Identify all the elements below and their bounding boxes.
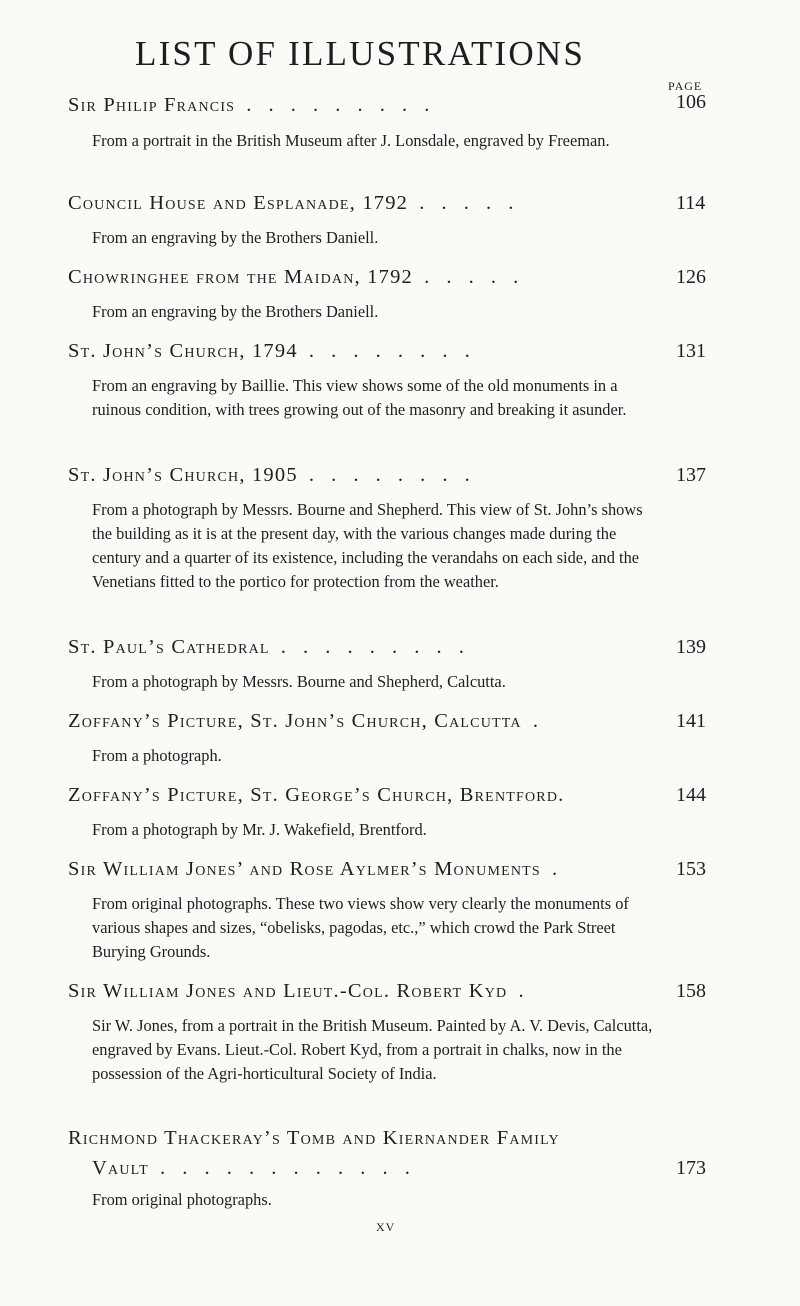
entry-heading xyxy=(68,94,668,117)
entry-description: From a photograph by Messrs. Bourne and Shepherd, Calcutta. xyxy=(92,672,506,691)
entry-heading xyxy=(68,858,668,881)
entry-description: From an engraving by the Brothers Daniell. xyxy=(92,228,379,247)
entry-title: Zoffany’s Picture, St. George’s Church, Brentford. xyxy=(68,784,565,806)
entry-heading xyxy=(68,1127,668,1150)
leader-dots: . xyxy=(507,980,530,1002)
entry-heading-continued xyxy=(92,1157,668,1180)
leader-dots: . . . . . . . . . xyxy=(235,94,436,116)
entry-page-number: 137 xyxy=(676,464,706,486)
leader-dots: . . . . . . . . . . . . xyxy=(148,1157,416,1179)
leader-dots: . xyxy=(521,710,544,732)
entry-page-number: 131 xyxy=(676,340,706,362)
entry-heading xyxy=(68,710,668,733)
leader-dots: . . . . . . . . xyxy=(297,464,476,486)
entry-heading xyxy=(68,464,668,487)
entry-page-number: 173 xyxy=(676,1157,706,1179)
entry-heading xyxy=(68,266,668,289)
entry-description: From a photograph. xyxy=(92,746,222,765)
entry-title: Sir William Jones’ and Rose Aylmer’s Monuments xyxy=(68,858,541,880)
entry-page-number: 153 xyxy=(676,858,706,880)
entry-description: Sir W. Jones, from a portrait in the British Museum. Painted by A. V. Devis, Calcutta, engraved by Evans. Lieut.-Col. Robert Kyd, from a portrait in chalks, now in the possession of the Agri-horticultural Society of India. xyxy=(92,1016,653,1083)
entry-title: Chowringhee from the Maidan, 1792 xyxy=(68,266,413,288)
entry-page-number: 126 xyxy=(676,266,706,288)
entry-title: Sir Philip Francis xyxy=(68,94,236,116)
leader-dots: . xyxy=(540,858,564,880)
entry-title: St. Paul’s Cathedral xyxy=(68,636,270,658)
entry-description: From a portrait in the British Museum after J. Lonsdale, engraved by Freeman. xyxy=(92,131,610,150)
entry-page-number: 158 xyxy=(676,980,706,1002)
entry-page-number: 141 xyxy=(676,710,706,732)
entry-heading xyxy=(68,784,668,807)
entry-page-number: 139 xyxy=(676,636,706,658)
entry-description: From original photographs. These two views show very clearly the monuments of various shapes and sizes, “obelisks, pagodas, etc.,” which crowd the Park Street Burying Grounds. xyxy=(92,894,629,961)
entry-title: St. John’s Church, 1905 xyxy=(68,464,298,486)
entry-description: From a photograph by Messrs. Bourne and Shepherd. This view of St. John’s shows the building as it is at the present day, with the various changes made during the century and a quarter of its existence, including the verandahs on each side, and the Venetians fitted to the portico for protection from the weather. xyxy=(92,500,643,591)
entry-title: Zoffany’s Picture, St. John’s Church, Calcutta xyxy=(68,710,522,732)
leader-dots: . . . . . . . . xyxy=(297,340,476,362)
page-column-label: PAGE xyxy=(668,79,703,93)
entry-title: St. John’s Church, 1794 xyxy=(68,340,298,362)
entry-heading xyxy=(68,340,668,363)
leader-dots: . . . . . xyxy=(413,266,525,288)
entry-title-continued: Vault xyxy=(92,1157,149,1179)
entry-heading xyxy=(68,636,668,659)
entry-title: Council House and Esplanade, 1792 xyxy=(68,192,409,214)
entry-description: From an engraving by the Brothers Daniell. xyxy=(92,302,379,321)
leader-dots: . . . . . xyxy=(408,192,520,214)
entry-description: From original photographs. xyxy=(92,1190,272,1209)
page-folio: xv xyxy=(376,1216,396,1235)
entry-title: Sir William Jones and Lieut.-Col. Robert Kyd xyxy=(68,980,508,1002)
entry-description: From a photograph by Mr. J. Wakefield, Brentford. xyxy=(92,820,427,839)
entry-heading xyxy=(68,980,668,1003)
entry-page-number: 114 xyxy=(676,192,706,214)
entry-description: From an engraving by Baillie. This view shows some of the old monuments in a ruinous condition, with trees growing out of the masonry and breaking it asunder. xyxy=(92,376,627,419)
page-title: LIST OF ILLUSTRATIONS xyxy=(135,34,586,73)
leader-dots: . . . . . . . . . xyxy=(269,636,470,658)
entry-page-number: 144 xyxy=(676,784,706,806)
entry-title: Richmond Thackeray’s Tomb and Kiernander Family xyxy=(68,1127,560,1149)
entry-heading xyxy=(68,192,668,215)
entry-page-number: 106 xyxy=(676,91,706,113)
